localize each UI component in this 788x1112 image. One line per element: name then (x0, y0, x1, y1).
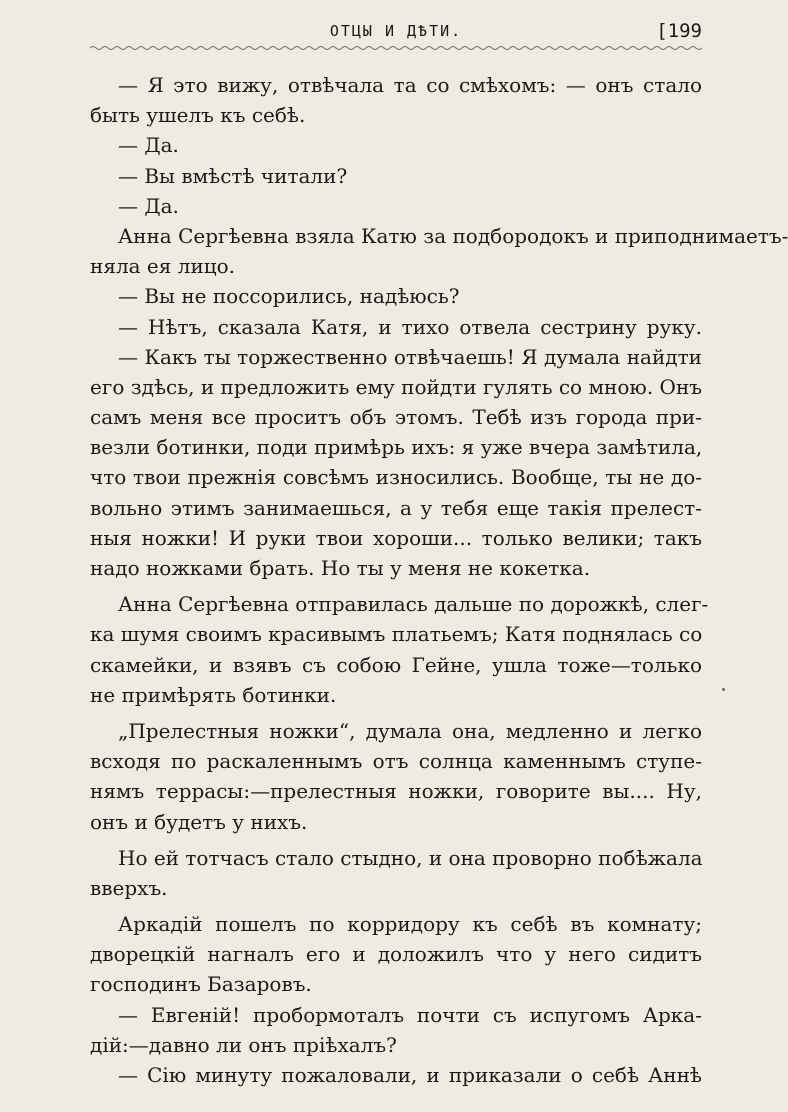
text-line: нямъ террасы:—прелестныя ножки, говорите вы.... Ну, (90, 779, 702, 804)
text-line: — Какъ ты торжественно отвѣчаешь! Я думала найдти (118, 344, 702, 369)
text-line: всходя по раскаленнымъ отъ солнца каменнымъ ступе- (90, 749, 702, 774)
text-line: дворецкій нагналъ его и доложилъ что у него сидитъ (90, 942, 702, 967)
text-line: ка шумя своимъ красивымъ платьемъ; Катя поднялась со (90, 622, 703, 647)
paper-speck (722, 688, 725, 691)
text-line: быть ушелъ къ себѣ. (90, 103, 306, 128)
text-line: Но ей тотчасъ стало стыдно, и она проворно побѣжала (118, 845, 703, 870)
text-line: — Да. (118, 193, 179, 218)
text-line: господинъ Базаровъ. (90, 972, 312, 997)
text-line: ныя ножки! И руки твои хороши... только велики; такъ (90, 525, 702, 550)
text-line: скамейки, и взявъ съ собою Гейне, ушла тоже—только (90, 652, 702, 677)
text-line: — Да. (118, 133, 179, 158)
text-line: что твои прежнія совсѣмъ износились. Вообще, ты не до- (90, 465, 702, 490)
text-line: дій:—давно ли онъ пріѣхалъ? (90, 1032, 397, 1057)
header-ornament-rule (90, 44, 702, 52)
page-header (90, 20, 702, 44)
text-line: онъ и будетъ у нихъ. (90, 809, 308, 834)
running-title: ОТЦЫ И ДѢТИ. (329, 22, 463, 40)
text-line: надо ножками брать. Но ты у меня не кокетка. (90, 556, 591, 580)
text-line: — Вы не поссорились, надѣюсь? (118, 284, 460, 309)
text-line: его здѣсь, и предложить ему пойдти гулять со мною. Онъ (90, 374, 702, 399)
text-line: везли ботинки, поди примѣрь ихъ: я уже вчера замѣтила, (90, 435, 703, 460)
page-body-text (90, 70, 788, 1090)
text-line: — Евгеній! пробормоталъ почти съ испугомъ Арка- (118, 1002, 702, 1027)
text-line: не примѣрять ботинки. (90, 682, 337, 707)
text-line: вольно этимъ занимаешься, а у тебя еще такія прелест- (90, 495, 702, 520)
text-line: вверхъ. (90, 875, 168, 900)
text-line: „Прелестныя ножки“, думала она, медленно и легко (118, 718, 702, 743)
page-number: [199 (656, 20, 702, 42)
text-line: — Вы вмѣстѣ читали? (118, 163, 348, 188)
text-line: Анна Сергѣевна отправилась дальше по дорожкѣ, слег- (118, 592, 709, 617)
text-line: Аркадій пошелъ по корридору къ себѣ въ комнату; (118, 912, 702, 937)
text-line: няла ея лицо. (90, 254, 236, 279)
text-line: Анна Сергѣевна взяла Катю за подбородокъ и приподнимаетъ- (118, 223, 788, 248)
text-line: самъ меня все проситъ объ этомъ. Тебѣ изъ города при- (90, 405, 702, 430)
text-line: — Сію минуту пожаловали, и приказали о себѣ Аннѣ (118, 1063, 702, 1087)
text-line: — Я это вижу, отвѣчала та со смѣхомъ: — онъ стало (118, 73, 702, 97)
text-line: — Нѣтъ, сказала Катя, и тихо отвела сестрину руку. (118, 314, 702, 339)
